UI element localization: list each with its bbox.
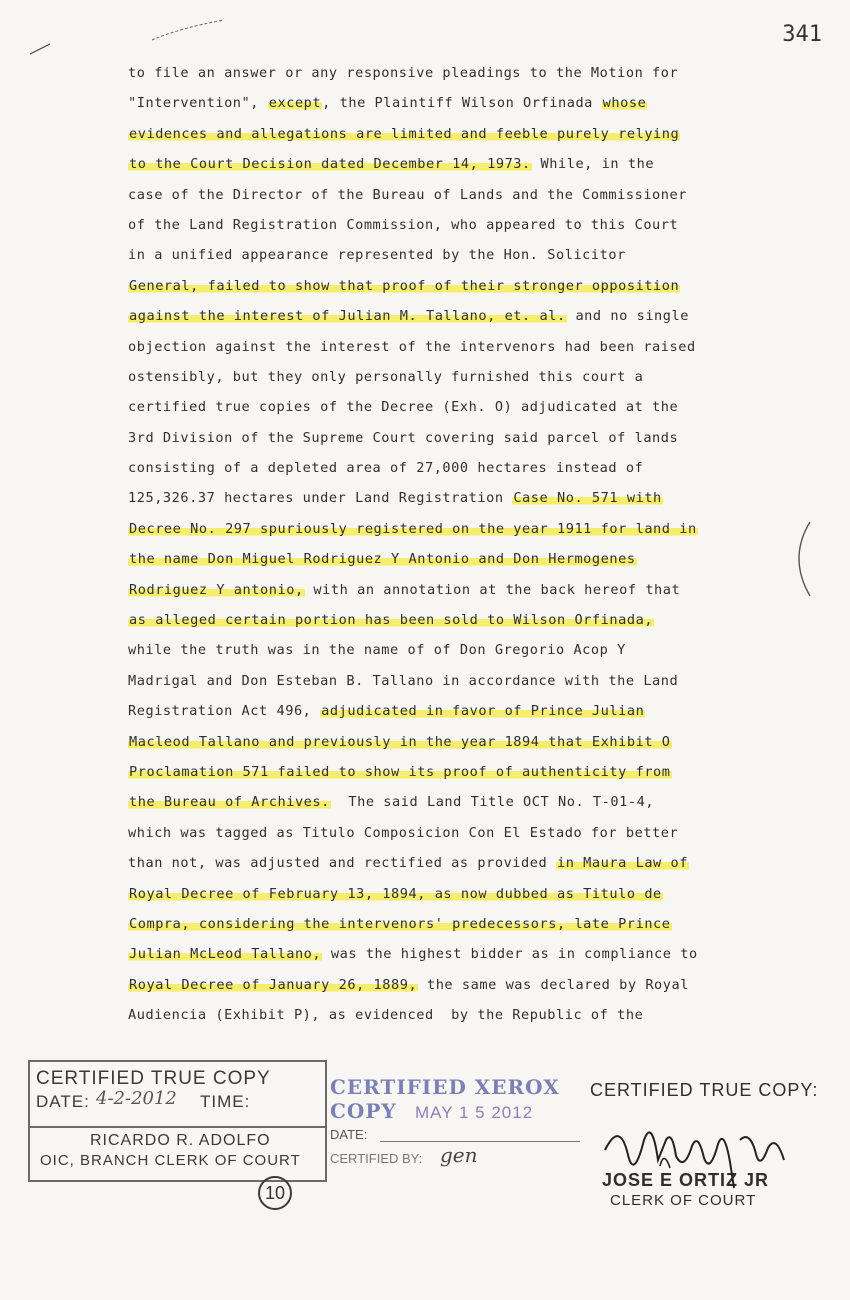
xerox-certified-by-label: CERTIFIED BY: <box>330 1151 423 1166</box>
line-text: Madrigal and Don Esteban B. Tallano in accordance with the Land <box>128 672 679 689</box>
highlighted-text: whose <box>602 95 647 112</box>
highlighted-text: Decree No. 297 spuriously registered on the year 1911 for land in <box>129 520 697 537</box>
highlighted-text: Proclamation 571 failed to show its proof of authenticity from <box>129 763 671 780</box>
ink-scratch-top <box>150 14 230 44</box>
line-text: , the Plaintiff Wilson Orfinada <box>322 95 602 112</box>
stamp-date-handwritten: 4-2-2012 <box>96 1088 177 1109</box>
clerk-stamp-name: JOSE E ORTIZ JR <box>602 1170 770 1190</box>
text-line <box>128 879 808 909</box>
highlighted-text: as alleged certain portion has been sold to Wilson Orfinada, <box>129 612 654 629</box>
text-line <box>128 848 808 878</box>
clerk-signature <box>600 1110 800 1200</box>
text-line <box>128 970 808 1000</box>
line-text: and no single <box>566 308 689 325</box>
stamp-time-label: TIME: <box>200 1092 251 1111</box>
text-line <box>128 119 808 149</box>
ink-scratch-left <box>28 40 58 60</box>
text-line <box>128 240 808 270</box>
highlighted-text: the name Don Miguel Rodriguez Y Antonio and Don Hermogenes <box>129 551 636 568</box>
text-line <box>128 696 808 726</box>
highlighted-text: evidences and allegations are limited and feeble purely relying <box>129 125 680 142</box>
text-line <box>128 909 808 939</box>
line-text: to file an answer or any responsive pleadings to the Motion for <box>128 65 679 81</box>
certified-true-copy-stamp <box>28 1060 327 1182</box>
text-line <box>128 362 808 392</box>
line-text: while the truth was in the name of of Don Gregorio Acop Y <box>128 642 626 659</box>
line-text: the same was declared by Royal <box>418 976 689 993</box>
text-line <box>128 423 808 453</box>
stamp-title: CERTIFIED TRUE COPY <box>36 1068 271 1089</box>
line-text: with an annotation at the back hereof that <box>304 581 681 598</box>
text-line <box>128 392 808 422</box>
stamp-clerk-title: OIC, BRANCH CLERK OF COURT <box>40 1152 301 1169</box>
line-text: was the highest bidder as in compliance to <box>322 946 698 963</box>
text-line <box>128 635 808 665</box>
highlighted-text: adjudicated in favor of Prince Julian <box>321 703 645 720</box>
certified-xerox-copy-stamp <box>330 1075 590 1175</box>
stamp-date-label: DATE: <box>36 1092 90 1111</box>
text-line <box>128 575 808 605</box>
text-line <box>128 757 808 787</box>
clerk-stamp-title: CERTIFIED TRUE COPY: <box>590 1080 819 1100</box>
text-line <box>128 818 808 848</box>
highlighted-text: Royal Decree of January 26, 1889, <box>129 976 418 993</box>
stamp-divider <box>30 1126 325 1128</box>
highlighted-text: Rodriguez Y antonio, <box>129 581 304 598</box>
page-circle-number: 10 <box>258 1176 292 1210</box>
line-text: ostensibly, but they only personally furnished this court a <box>128 368 644 385</box>
highlighted-text: General, failed to show that proof of their stronger opposition <box>129 277 680 294</box>
line-text: Audiencia (Exhibit P), as evidenced by the Republic of the <box>128 1007 644 1024</box>
text-line <box>128 58 808 88</box>
xerox-stamp-date: MAY 1 5 2012 <box>415 1103 534 1122</box>
text-line <box>128 1000 808 1030</box>
text-line <box>128 544 808 574</box>
text-line <box>128 301 808 331</box>
highlighted-text: Compra, considering the intervenors' predecessors, late Prince <box>129 915 671 932</box>
line-text: 125,326.37 hectares under Land Registration <box>128 490 513 507</box>
xerox-stamp-title: CERTIFIED XEROX COPY <box>330 1075 560 1123</box>
line-text: Registration Act 496, <box>128 703 321 720</box>
text-line <box>128 88 808 118</box>
line-text: than not, was adjusted and rectified as provided <box>128 855 556 872</box>
highlighted-text: except <box>268 95 322 112</box>
stamp-clerk-name: RICARDO R. ADOLFO <box>90 1132 271 1149</box>
line-text: which was tagged as Titulo Composicion Con El Estado for better <box>128 824 679 841</box>
text-line <box>128 666 808 696</box>
text-line <box>128 210 808 240</box>
text-line <box>128 939 808 969</box>
page-number: 341 <box>782 22 822 47</box>
highlighted-text: in Maura Law of <box>556 855 688 872</box>
line-text: certified true copies of the Decree (Exh. O) adjudicated at the <box>128 399 679 416</box>
xerox-date-label: DATE: <box>330 1127 368 1142</box>
text-line <box>128 149 808 179</box>
text-line <box>128 787 808 817</box>
text-line <box>128 180 808 210</box>
text-line <box>128 483 808 513</box>
clerk-stamp-position: CLERK OF COURT <box>610 1192 757 1209</box>
highlighted-text: Case No. 571 with <box>513 490 662 507</box>
xerox-certified-by-handwritten: gen <box>440 1143 478 1167</box>
line-text: The said Land Title OCT No. T-01-4, <box>330 794 655 811</box>
text-line <box>128 332 808 362</box>
text-line <box>128 514 808 544</box>
highlighted-text: to the Court Decision dated December 14, 1973. <box>129 156 531 173</box>
highlighted-text: Julian McLeod Tallano, <box>129 946 322 963</box>
line-text: While, in the <box>531 156 655 173</box>
highlighted-text: the Bureau of Archives. <box>129 794 330 811</box>
document-body <box>128 58 808 1031</box>
text-line <box>128 727 808 757</box>
line-text: consisting of a depleted area of 27,000 hectares instead of <box>128 460 644 477</box>
text-line <box>128 453 808 483</box>
highlighted-text: Macleod Tallano and previously in the year 1894 that Exhibit O <box>129 733 671 750</box>
line-text: "Intervention", <box>128 95 268 112</box>
text-line <box>128 271 808 301</box>
xerox-date-line <box>380 1141 580 1142</box>
line-text: of the Land Registration Commission, who appeared to this Court <box>128 216 679 233</box>
highlighted-text: against the interest of Julian M. Tallano, et. al. <box>129 308 566 325</box>
highlighted-text: Royal Decree of February 13, 1894, as now dubbed as Titulo de <box>129 885 662 902</box>
text-line <box>128 605 808 635</box>
line-text: objection against the interest of the intervenors had been raised <box>128 338 696 355</box>
line-text: case of the Director of the Bureau of Lands and the Commissioner <box>128 186 687 203</box>
line-text: 3rd Division of the Supreme Court covering said parcel of lands <box>128 429 679 446</box>
line-text: in a unified appearance represented by the Hon. Solicitor <box>128 247 626 264</box>
